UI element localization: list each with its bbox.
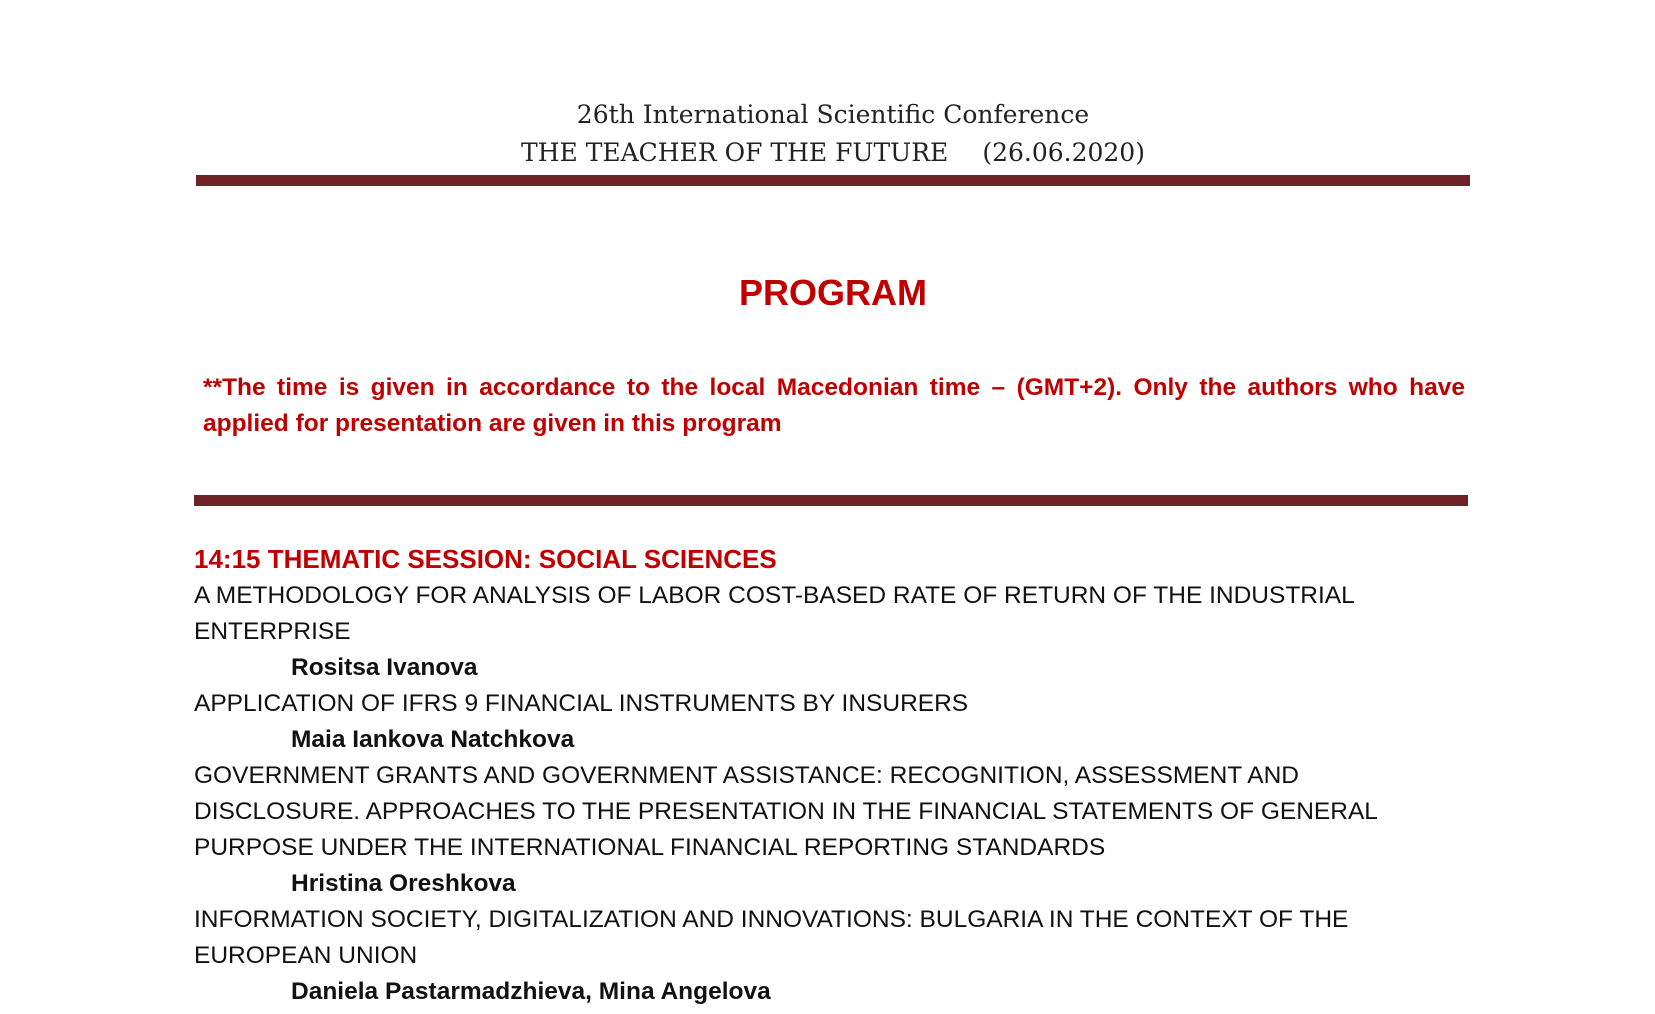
paper-title: A METHODOLOGY FOR ANALYSIS OF LABOR COST-BASED RATE OF RETURN OF THE INDUSTRIAL ENTERPRISE (194, 582, 1354, 645)
time-notice: **The time is given in accordance to the local Macedonian time – (GMT+2). Only the authors who have applied for presentation are given in this program (203, 374, 1465, 437)
paper-authors: Hristina Oreshkova (291, 870, 516, 897)
paper-entry (194, 686, 1470, 758)
header-divider (196, 175, 1470, 186)
session-content (194, 540, 1470, 1010)
conference-name: 26th International Scientific Conference (576, 100, 1090, 129)
paper-authors: Daniela Pastarmadzhieva, Mina Angelova (291, 978, 771, 1005)
paper-entry (194, 758, 1470, 902)
paper-title: GOVERNMENT GRANTS AND GOVERNMENT ASSISTANCE: RECOGNITION, ASSESSMENT AND DISCLOSURE. APPROACHES TO THE PRESENTATION IN THE FINANCIAL STATEMENTS OF GENERAL PURPOSE UNDER THE INTERNATIONAL FINANCIAL REPORTING STANDARDS (194, 762, 1378, 861)
paper-title: APPLICATION OF IFRS 9 FINANCIAL INSTRUMENTS BY INSURERS (194, 690, 969, 717)
conference-header (196, 96, 1470, 172)
paper-authors: Maia Iankova Natchkova (291, 726, 575, 753)
session-title: 14:15 THEMATIC SESSION: SOCIAL SCIENCES (194, 544, 777, 574)
paper-entry (194, 578, 1470, 686)
conference-date: (26.06.2020) (982, 138, 1145, 167)
paper-authors: Rositsa Ivanova (291, 654, 478, 681)
paper-entry (194, 902, 1470, 1010)
paper-title: INFORMATION SOCIETY, DIGITALIZATION AND INNOVATIONS: BULGARIA IN THE CONTEXT OF THE EUROPEAN UNION (194, 906, 1349, 969)
program-title: PROGRAM (739, 272, 927, 313)
conference-title-line (196, 134, 1470, 172)
section-divider (194, 495, 1468, 506)
conference-title: THE TEACHER OF THE FUTURE (521, 138, 949, 167)
